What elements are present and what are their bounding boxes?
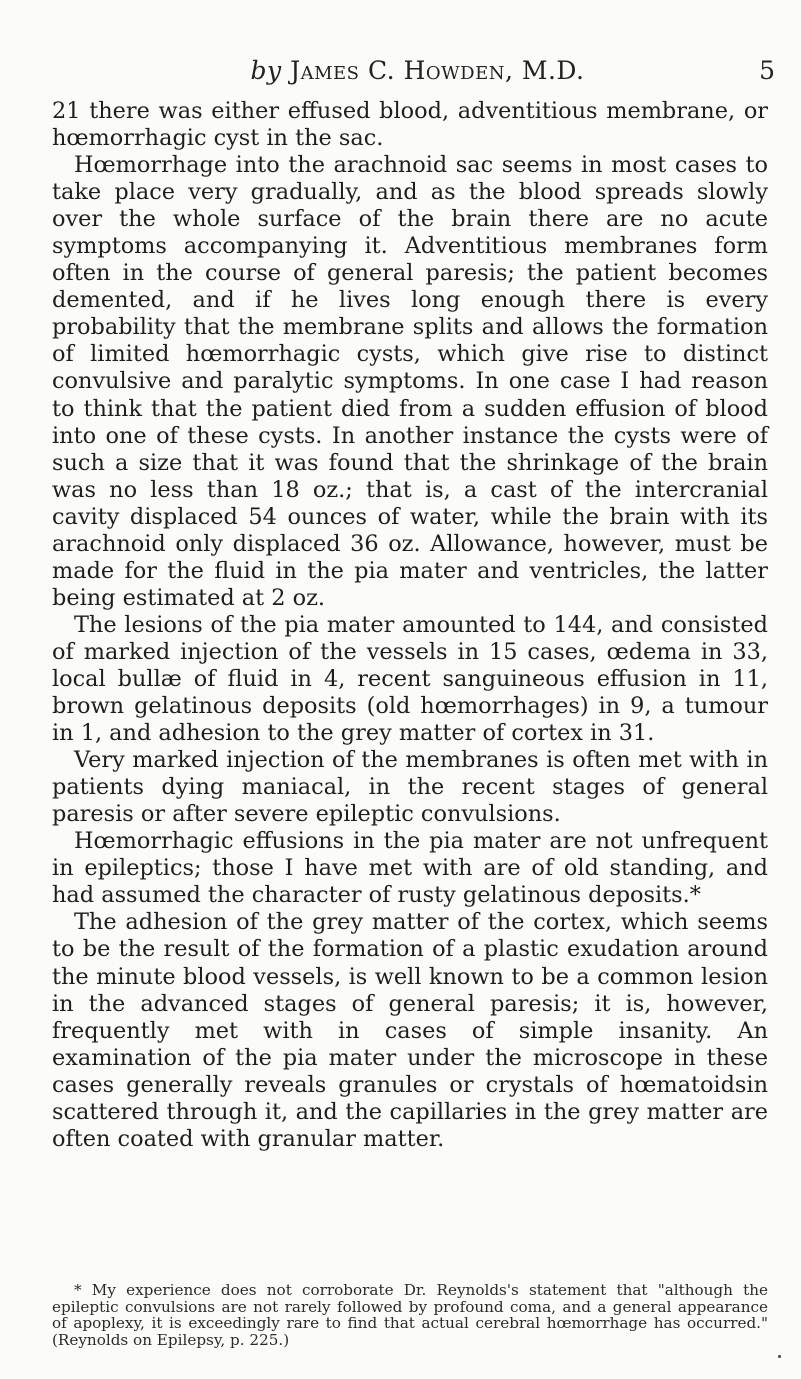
paragraph-continued: 21 there was either effused blood, adventitious membrane, or hœmorrhagic cyst in the sac. — [52, 98, 768, 152]
running-head-by: by — [250, 56, 282, 85]
page-number: 5 — [759, 56, 775, 85]
margin-speck — [778, 1355, 781, 1358]
paragraph-arachnoid-haemorrhage: Hœmorrhage into the arachnoid sac seems in most cases to take place very gradually, and as the blood spreads slowly over the whole surface of the brain there are no acute symptoms accompanying it. Adventitious membranes form often in the course of general paresis; the patient becomes demented, and if he lives long enough there is every probability that the membrane splits and allows the formation of limited hœmorrhagic cysts, which give rise to distinct convulsive and paralytic symptoms. In one case I had reason to think that the patient died from a sudden effusion of blood into one of these cysts. In another instance the cysts were of such a size that it was found that the shrinkage of the brain was no less than 18 oz.; that is, a cast of the intercranial cavity displaced 54 ounces of water, while the brain with its arachnoid only displaced 36 oz. Allowance, however, must be made for the fluid in the pia mater and ventricles, the latter being estimated at 2 oz. — [52, 152, 768, 611]
running-head-author: James C. Howden, M.D. — [290, 56, 585, 85]
footnote — [52, 1282, 768, 1348]
body-text — [52, 98, 768, 1153]
running-head — [60, 56, 775, 86]
paragraph-marked-injection: Very marked injection of the membranes is often met with in patients dying maniacal, in the recent stages of general paresis or after severe epileptic convulsions. — [52, 747, 768, 828]
paragraph-pia-mater-lesions: The lesions of the pia mater amounted to 144, and consisted of marked injection of the vessels in 15 cases, œdema in 33, local bullæ of fluid in 4, recent sanguineous effusion in 11, brown gelatinous deposits (old hœmorrhages) in 9, a tumour in 1, and adhesion to the grey matter of cortex in 31. — [52, 611, 768, 747]
paragraph-haemorrhagic-effusions: Hœmorrhagic effusions in the pia mater are not unfrequent in epileptics; those I have met with are of old standing, and had assumed the character of rusty gelatinous deposits.* — [52, 828, 768, 909]
running-head-title — [60, 56, 775, 85]
footnote-text: * My experience does not corroborate Dr. Reynolds's statement that "although the epileptic convulsions are not rarely followed by profound coma, and a general appearance of apoplexy, it is exceedingly rare to find that actual cerebral hœmorrhage has occurred." (Reynolds on Epilepsy, p. 225.) — [52, 1281, 768, 1349]
paragraph-grey-matter-adhesion: The adhesion of the grey matter of the cortex, which seems to be the result of the formation of a plastic exudation around the minute blood vessels, is well known to be a common lesion in the advanced stages of general paresis; it is, however, frequently met with in cases of simple insanity. An examination of the pia mater under the microscope in these cases generally reveals granules or crystals of hœmatoidsin scattered through it, and the capillaries in the grey matter are often coated with granular matter. — [52, 909, 768, 1152]
